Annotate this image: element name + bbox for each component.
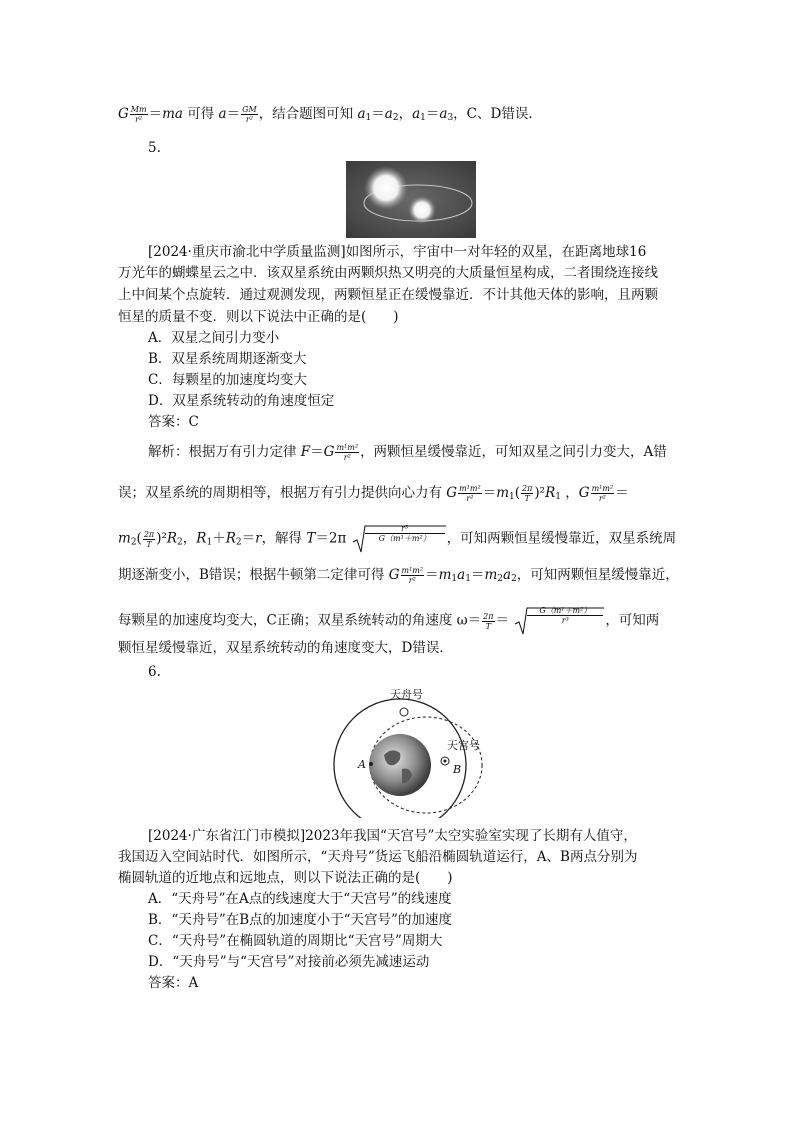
q5-stem-2: 万光年的蝴蝶星云之中．该双星系统由两颗炽热又明亮的大质量恒星构成，二者围绕连接线 [118, 265, 658, 281]
label-tianzhou: 天舟号 [390, 688, 423, 701]
q5-answer: 答案：C [148, 414, 199, 430]
q5-option-c: C．每颗星的加速度均变大 [148, 372, 307, 388]
label-tiangong: 天宫号 [447, 739, 480, 752]
q5-ex1-text: 解析：根据万有引力定律 [148, 444, 297, 460]
q5-explanation-line-2: 误；双星系统的周期相等，根据万有引力提供向心力有 G $\frac{\text{m¹m²}}{\text{r²}}$ ＝m1( $\frac{2\pi}{T}$ )²R1 ，G $\frac{\text{m¹m²}}{\text{r²}}$ ＝ [118, 484, 629, 503]
question-number-5: 5. [148, 140, 161, 156]
label-b: B [453, 763, 462, 776]
binary-star-image [346, 161, 476, 238]
q5-stem-1: 如图所示，宇宙中一对年轻的双星，在距离地球16 [345, 244, 647, 260]
q5-ex5-text-2: ，可知两 [605, 612, 660, 629]
q6-stem-3: 椭圆轨道的近地点和远地点，则以下说法正确的是( ) [118, 870, 453, 886]
q5-stem-4: 恒星的质量不变．则以下说法中正确的是( ) [118, 309, 399, 325]
label-a: A [358, 758, 366, 771]
q6-stem-2: 我国迈入空间站时代．如图所示，“天舟号”货运飞船沿椭圆轨道运行，A、B两点分别为 [118, 849, 638, 865]
q5-ex1-text-2: ，两颗恒星缓慢靠近，可知双星之间引力变大，A错 [360, 444, 667, 460]
q5-source: [2024·重庆市渝北中学质量监测] [148, 244, 346, 260]
q5-ex4-text: 期逐渐变小，B错误；根据牛顿第二定律可得 [118, 567, 385, 583]
q6-source: [2024·广东省江门市模拟] [148, 828, 306, 844]
prev-text-2: ，结合题图可知 [258, 106, 354, 122]
q6-stem-1: 2023年我国“天宫号”太空实验室实现了长期有人值守， [305, 828, 637, 844]
question-number-6: 6. [148, 664, 161, 680]
q6-answer: 答案：A [148, 975, 199, 991]
prev-solution-line: G $\frac{Mm}{\text{r²}}$ ＝ma 可得 a＝ $\frac{GM}{\text{r²}}$ ，结合题图可知 a1＝a2，a1＝a3，C、D错误． [118, 105, 542, 124]
q6-stem-line-1 [148, 826, 637, 846]
q5-stem-line-1 [148, 242, 646, 262]
q6-option-a: A．“天舟号”在A点的线速度大于“天宫号”的线速度 [148, 891, 452, 907]
prev-text-1: 可得 [187, 106, 215, 122]
q5-ex4-text-2: ，可知两颗恒星缓慢靠近， [516, 567, 679, 583]
q5-stem-3: 上中间某个点旋转．通过观测发现，两颗恒星正在缓慢靠近．不计其他天体的影响，且两颗 [118, 287, 658, 303]
q5-ex5-text: 每颗星的加速度均变大，C正确；双星系统转动的角速度 [118, 612, 453, 629]
q5-ex3-text: ，解得 [261, 530, 303, 547]
q5-explanation-line-6: 颗恒星缓慢靠近，双星系统转动的角速度变大，D错误． [118, 640, 453, 656]
q5-explanation-line-4: 期逐渐变小，B错误；根据牛顿第二定律可得 G $\frac{\text{m¹m²}}{\text{r²}}$ ＝m1a1＝m2a2，可知两颗恒星缓慢靠近， [118, 566, 679, 585]
orbit-diagram [310, 683, 488, 818]
q5-option-d: D．双星系统转动的角速度恒定 [148, 393, 335, 409]
q6-option-c: C．“天舟号”在椭圆轨道的周期比“天宫号”周期大 [148, 933, 443, 949]
q5-explanation-line-3: m2( $\frac{2\pi}{T}$ )²R2，R1＋R2＝r，解得 T＝2π r³ G（m¹＋m²） ，可知两颗恒星缓慢靠近，双星系统周 [118, 524, 676, 554]
q5-explanation-line-5: 每颗星的加速度均变大，C正确；双星系统转动的角速度 ω＝ $\frac{2\pi}{T}$ ＝ G（m¹＋m²） r³ ，可知两 [118, 606, 659, 636]
q6-option-b: B．“天舟号”在B点的加速度小于“天宫号”的加速度 [148, 912, 452, 928]
q5-option-b: B．双星系统周期逐渐变大 [148, 351, 307, 367]
q6-option-d: D．“天舟号”与“天宫号”对接前必须先减速运动 [148, 954, 430, 970]
q5-ex3-text-2: ，可知两颗恒星缓慢靠近，双星系统周 [446, 530, 677, 547]
q5-ex2-text: 误；双星系统的周期相等，根据万有引力提供向心力有 [118, 485, 442, 501]
q5-option-a: A．双星之间引力变小 [148, 330, 280, 346]
prev-text-end: ，C、D错误． [453, 106, 542, 122]
q5-explanation-line-1: 解析：根据万有引力定律 F＝G $\frac{\text{m¹m²}}{\text{r²}}$ ，两颗恒星缓慢靠近，可知双星之间引力变大，A错 [148, 443, 667, 462]
